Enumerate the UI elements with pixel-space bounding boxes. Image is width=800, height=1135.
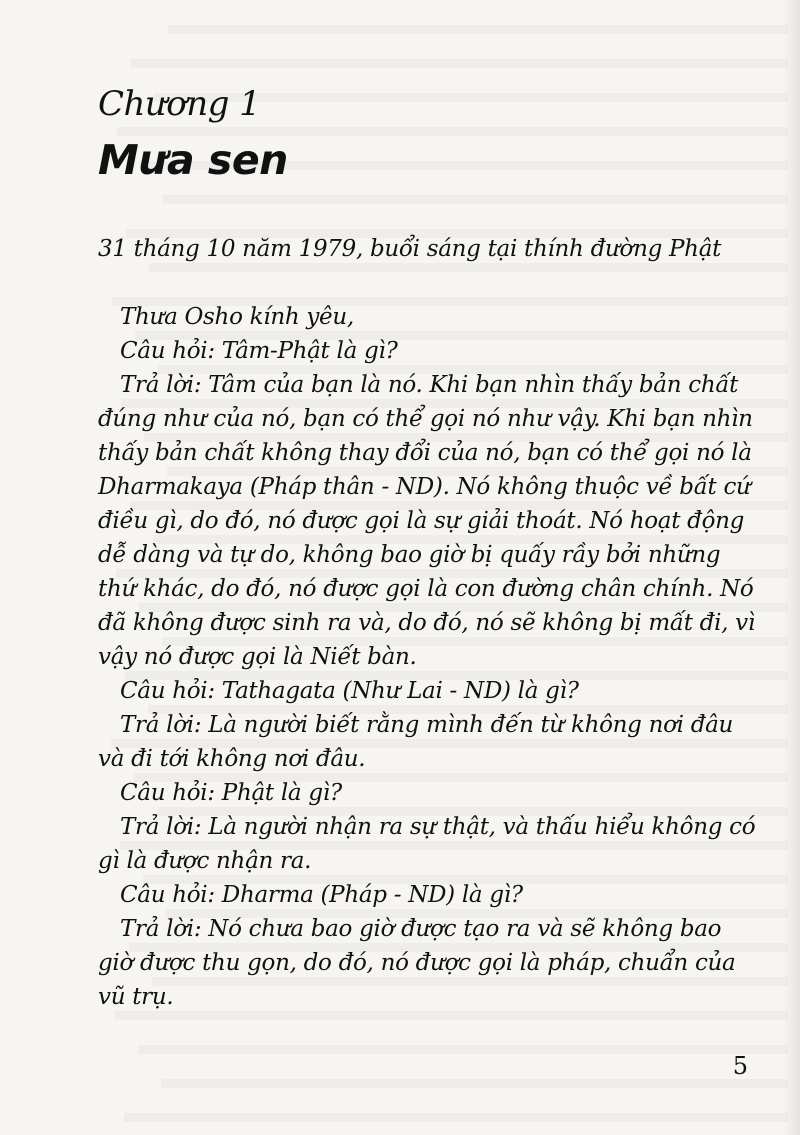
page-edge-shadow [784, 0, 800, 1135]
answer: Trả lời: Là người biết rằng mình đến từ không nơi đâu và đi tới không nơi đâu. [98, 712, 734, 772]
answer: Trả lời: Tâm của bạn là nó. Khi bạn nhìn thấy bản chất đúng như của nó, bạn có thể gọi nó như vậy. Khi bạn nhìn thấy bản chất không thay đổi của nó, bạn có thể gọi nó là Dharmakaya (Pháp thân - ND). Nó không thuộc về bất cứ điều gì, do đó, nó được gọi là sự giải thoát. Nó hoạt động dễ dàng và tự do, không bao giờ bị quấy rầy bởi những thứ khác, do đó, nó được gọi là con đường chân chính. Nó đã không được sinh ra và, do đó, nó sẽ không bị mất đi, vì vậy nó được gọi là Niết bàn. [98, 372, 755, 670]
question: Câu hỏi: Tathagata (Như Lai - ND) là gì? [120, 678, 579, 704]
bleed-line [138, 1020, 788, 1054]
bleed-line [161, 1054, 788, 1088]
dateline: 31 tháng 10 năm 1979, buổi sáng tại thính đường Phật [98, 236, 722, 262]
answer: Trả lời: Nó chưa bao giờ được tạo ra và sẽ không bao giờ được thu gọn, do đó, nó được gọi là pháp, chuẩn của vũ trụ. [98, 916, 736, 1010]
question: Câu hỏi: Tâm-Phật là gì? [120, 338, 398, 364]
question: Câu hỏi: Phật là gì? [120, 780, 342, 806]
page-number: 5 [732, 1052, 748, 1080]
answer: Trả lời: Là người nhận ra sự thật, và thấu hiểu không có gì là được nhận ra. [98, 814, 756, 874]
bleed-line [124, 1088, 788, 1122]
chapter-label: Chương 1 [98, 84, 261, 124]
bleed-line [168, 0, 788, 34]
chapter-title: Mưa sen [98, 136, 288, 184]
body-text [98, 232, 758, 1014]
greeting: Thưa Osho kính yêu, [120, 304, 354, 330]
question: Câu hỏi: Dharma (Pháp - ND) là gì? [120, 882, 523, 908]
bleed-line [131, 34, 788, 68]
